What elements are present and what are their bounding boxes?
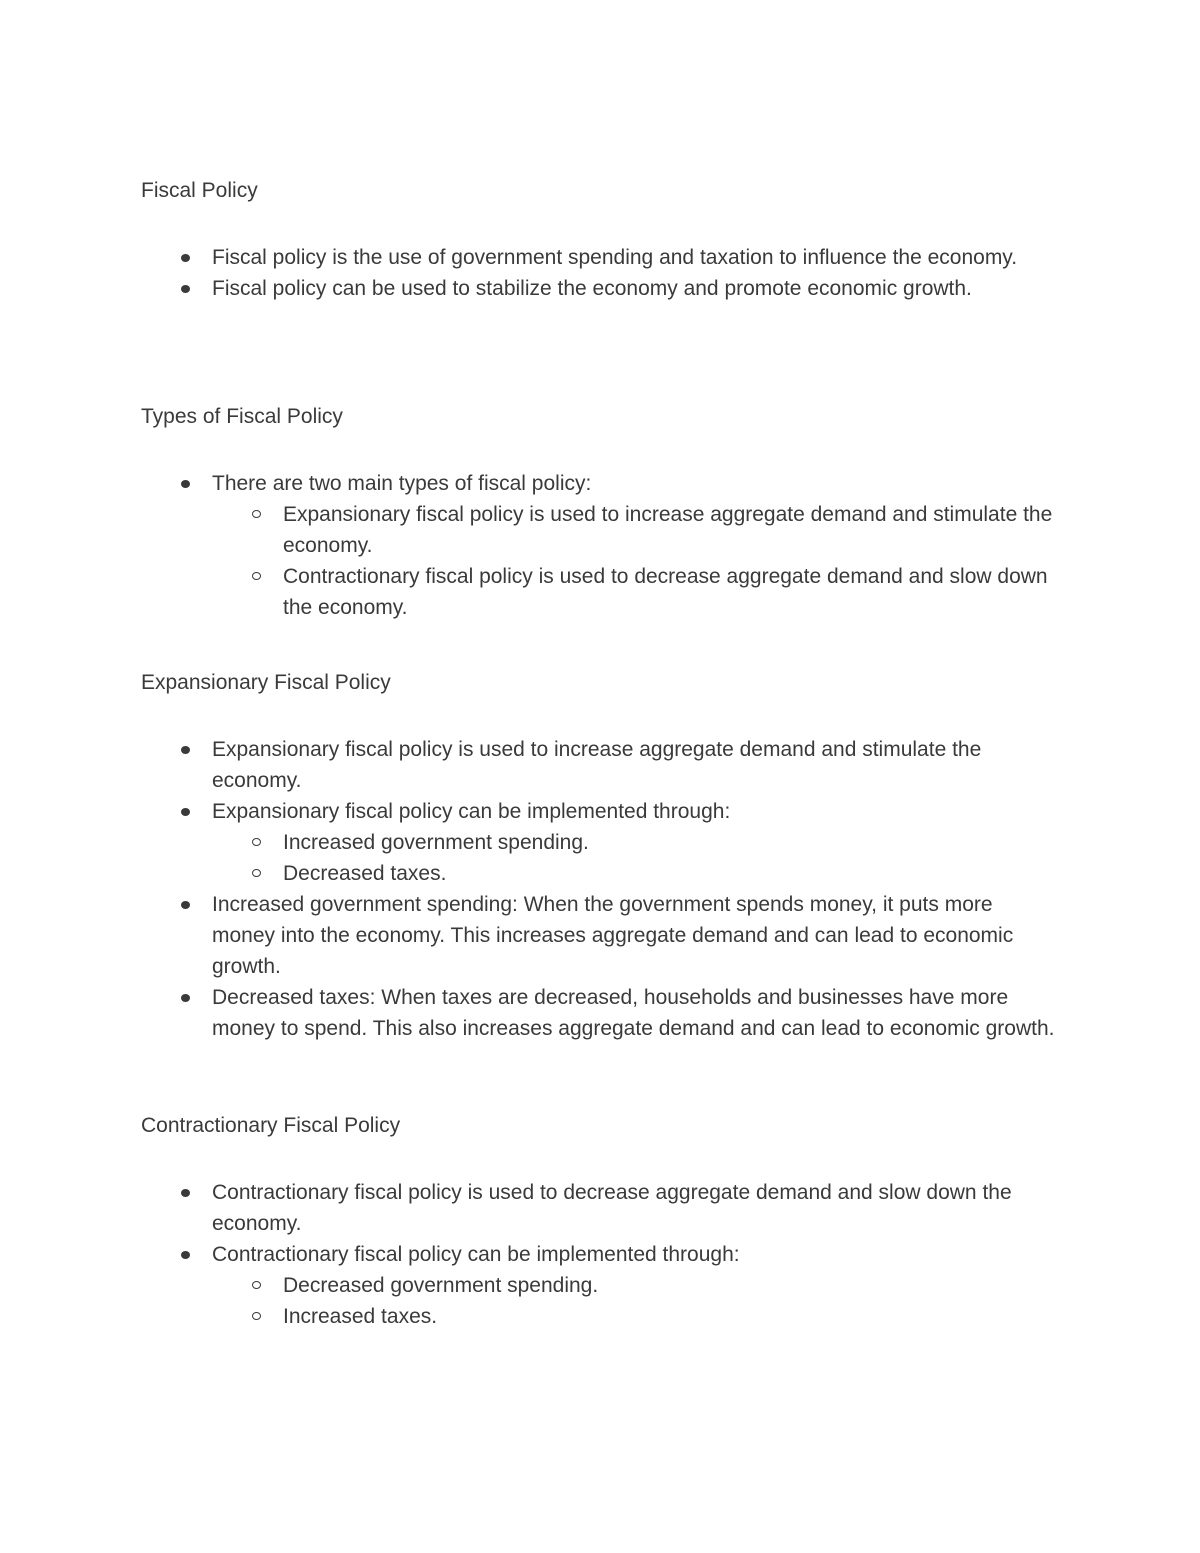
list-item: [141, 273, 1061, 304]
section-expansionary-fiscal-policy: [141, 667, 1061, 1044]
list-item: [141, 982, 1061, 1044]
filled-bullet-icon: [181, 746, 190, 754]
filled-bullet-icon: [181, 1189, 190, 1197]
list-item-text: Contractionary fiscal policy can be implemented through:: [212, 1243, 740, 1266]
sub-list-item-text: Decreased government spending.: [283, 1274, 599, 1297]
list-item-text: Expansionary fiscal policy is used to increase aggregate demand and stimulate the economy.: [212, 738, 982, 792]
section-heading: Types of Fiscal Policy: [141, 405, 343, 428]
sub-list-item-text: Decreased taxes.: [283, 862, 447, 885]
section-types-of-fiscal-policy: [141, 401, 1061, 623]
section-heading: Fiscal Policy: [141, 179, 258, 202]
list-item: [141, 1177, 1061, 1239]
sub-list-item: [212, 561, 1061, 623]
section-contractionary-fiscal-policy: [141, 1110, 1061, 1332]
hollow-bullet-icon: [252, 1281, 261, 1289]
sub-bullet-list: [212, 499, 1061, 623]
hollow-bullet-icon: [252, 838, 261, 846]
sub-list-item: [212, 499, 1061, 561]
list-item-text: Decreased taxes: When taxes are decreased, households and businesses have more money to spend. This also increases aggregate demand and can lead to economic growth.: [212, 986, 1055, 1040]
list-item-text: There are two main types of fiscal policy:: [212, 472, 592, 495]
hollow-bullet-icon: [252, 1312, 261, 1320]
sub-list-item-text: Increased government spending.: [283, 831, 589, 854]
section-heading: Expansionary Fiscal Policy: [141, 671, 391, 694]
filled-bullet-icon: [181, 1251, 190, 1259]
sub-bullet-list: [212, 1270, 1061, 1332]
sub-list-item: [212, 858, 1061, 889]
list-item-text: Expansionary fiscal policy can be implemented through:: [212, 800, 731, 823]
sub-bullet-list: [212, 827, 1061, 889]
bullet-list: [141, 468, 1061, 623]
bullet-list: [141, 242, 1061, 304]
list-item: [141, 796, 1061, 889]
sub-list-item-text: Contractionary fiscal policy is used to decrease aggregate demand and slow down the economy.: [283, 565, 1048, 619]
list-item-text: Fiscal policy is the use of government spending and taxation to influence the economy.: [212, 246, 1018, 269]
list-item-text: Fiscal policy can be used to stabilize the economy and promote economic growth.: [212, 277, 972, 300]
hollow-bullet-icon: [252, 572, 261, 580]
sub-list-item-text: Increased taxes.: [283, 1305, 438, 1328]
sub-list-item: [212, 1270, 1061, 1301]
list-item-text: Increased government spending: When the government spends money, it puts more money into the economy. This increases aggregate demand and can lead to economic growth.: [212, 893, 1014, 978]
sub-list-item-text: Expansionary fiscal policy is used to increase aggregate demand and stimulate the economy.: [283, 503, 1053, 557]
bullet-list: [141, 1177, 1061, 1332]
filled-bullet-icon: [181, 480, 190, 488]
section-fiscal-policy: [141, 175, 1061, 304]
list-item: [141, 734, 1061, 796]
sub-list-item: [212, 1301, 1061, 1332]
section-heading: Contractionary Fiscal Policy: [141, 1114, 401, 1137]
sub-list-item: [212, 827, 1061, 858]
filled-bullet-icon: [181, 901, 190, 909]
filled-bullet-icon: [181, 285, 190, 293]
hollow-bullet-icon: [252, 869, 261, 877]
list-item: [141, 889, 1061, 982]
list-item: [141, 242, 1061, 273]
filled-bullet-icon: [181, 254, 190, 262]
bullet-list: [141, 734, 1061, 1044]
list-item-text: Contractionary fiscal policy is used to decrease aggregate demand and slow down the economy.: [212, 1181, 1012, 1235]
list-item: [141, 468, 1061, 623]
filled-bullet-icon: [181, 994, 190, 1002]
filled-bullet-icon: [181, 808, 190, 816]
list-item: [141, 1239, 1061, 1332]
hollow-bullet-icon: [252, 510, 261, 518]
